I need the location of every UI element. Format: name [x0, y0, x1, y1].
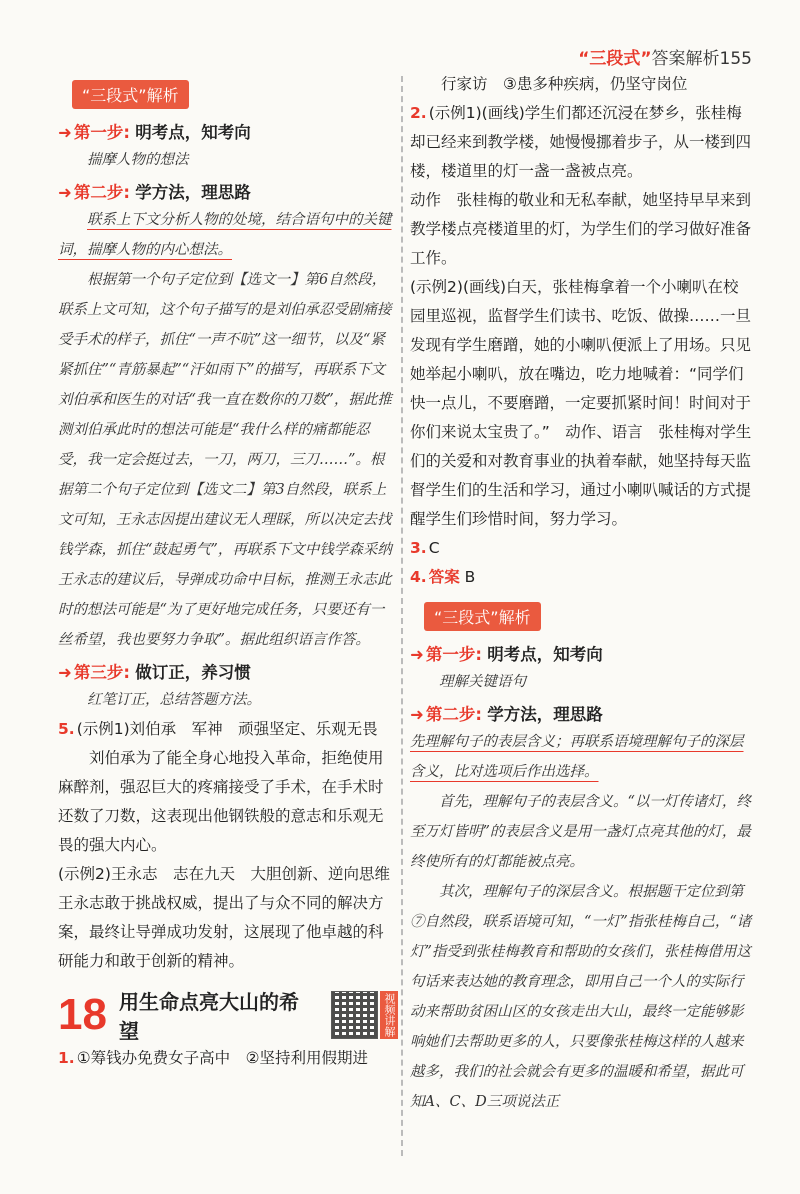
answer-number: 1.	[58, 1049, 75, 1067]
step-3	[58, 659, 398, 683]
arrow-right-icon: ➜	[58, 123, 72, 142]
step-label: 第二步:	[73, 183, 130, 202]
step2-method: 联系上下文分析人物的处境，结合语句中的关键词，揣摩人物的内心想法。	[58, 212, 392, 258]
answer-5-ex1-head	[58, 715, 398, 744]
step-text: 学方法，理思路	[135, 183, 251, 202]
answer-2-ex1	[410, 99, 752, 186]
answer-text: (示例1)(画线)学生们都还沉浸在梦乡，张桂梅却已经来到教学楼，她慢慢挪着步子，从一楼到四楼，楼道里的灯一盏一盏被点亮。	[410, 104, 752, 180]
answer-text: C	[428, 539, 440, 557]
answer-2-ex1-analysis: 动作 张桂梅的敬业和无私奉献，她坚持早早来到教学楼点亮楼道里的灯，为学生们的学习做好准备工作。	[410, 191, 752, 267]
analysis-paragraph: 根据第一个句子定位到【选文一】第6自然段，联系上文可知，这个句子描写的是刘伯承忍受剧痛接受手术的样子，抓住“一声不吭”这一细节，以及“紧紧抓住”“青筋暴起”“汗如雨下”的描写，再联系下文刘伯承和医生的对话“我一直在数你的刀数”，据此推测刘伯承此时的想法可能是“我什么样的痛都能忍受，我一定会挺过去，一刀，两刀，三刀……”。根据第二个句子定位到【选文二】第3自然段，联系上文可知，王永志因提出建议无人理睬，所以决定去找钱学森，抓住“鼓起勇气”，再联系下文中钱学森采纳王永志的建议后，导弹成功命中目标，推测王永志此时的想法可能是“为了更好地完成任务，只要还有一丝希望，我也要努力争取”。据此组织语言作答。	[58, 272, 392, 648]
answer-number: 4.	[410, 568, 427, 586]
answer-label: 答案	[428, 568, 460, 586]
analysis-paragraph-2: 其次，理解句子的深层含义。根据题干定位到第⑦自然段，联系语境可知，“一灯”指张桂梅自己，“诸灯”指受到张桂梅教育和帮助的女孩们，张桂梅借用这句话来表达她的教育理念，即用自己一个人的实际行动来帮助贫困山区的女孩走出大山，最终一定能够影响她们去帮助更多的人，只要像张桂梅这样的人越来越多，我们的社会就会有更多的温暖和希望，据此可知A、C、D三项说法正	[410, 884, 752, 1110]
answer-1	[58, 1044, 398, 1073]
arrow-right-icon: ➜	[410, 645, 424, 664]
qr-code-icon[interactable]	[331, 991, 378, 1039]
arrow-right-icon: ➜	[58, 663, 72, 682]
answer-1-continued: 行家访 ③患多种疾病，仍坚守岗位	[441, 75, 688, 93]
step3-note: 红笔订正，总结答题方法。	[87, 692, 261, 708]
video-tag: 视频讲解	[380, 991, 398, 1039]
answer-number: 2.	[410, 104, 427, 122]
answer-5-ex2: (示例2)王永志 志在九天 大胆创新、逆向思维 王永志敢于挑战权威，提出了与众不同的解决方案，最终让导弹成功发射，这展现了他卓越的科研能力和敢于创新的精神。	[58, 865, 406, 970]
section-tag: “三段式”解析	[72, 80, 189, 109]
analysis-paragraph-1: 首先，理解句子的表层含义。“以一灯传诸灯，终至万灯皆明”的表层含义是用一盏灯点亮其他的灯，最终使所有的灯都能被点亮。	[410, 794, 751, 870]
arrow-right-icon: ➜	[410, 705, 424, 724]
lesson-title: 用生命点亮大山的希望	[118, 990, 299, 1043]
step1-note: 揣摩人物的想法	[87, 152, 189, 168]
answer-5-ex1-body: 刘伯承为了能全身心地投入革命，拒绝使用麻醉剂，强忍巨大的疼痛接受了手术，在手术时还数了刀数，这表现出他钢铁般的意志和乐观无畏的强大内心。	[58, 749, 384, 854]
step-2	[410, 701, 752, 725]
step-label: 第三步:	[73, 663, 130, 682]
answer-text: ①筹钱办免费女子高中 ②坚持利用假期进	[76, 1049, 368, 1067]
answer-3	[410, 534, 752, 563]
lesson-number: 18	[58, 990, 107, 1039]
step-text: 明考点，知考向	[135, 123, 251, 142]
step-label: 第一步:	[73, 123, 130, 142]
answer-4	[410, 563, 752, 592]
section-tag: “三段式”解析	[424, 602, 541, 631]
page-header	[578, 44, 752, 69]
step-text: 学方法，理思路	[487, 705, 603, 724]
column-divider	[401, 76, 403, 1156]
step2-method: 先理解句子的表层含义；再联系语境理解句子的深层含义，比对选项后作出选择。	[410, 734, 744, 780]
answer-text: (示例1)刘伯承 军神 顽强坚定、乐观无畏	[76, 720, 378, 738]
answer-number: 5.	[58, 720, 75, 738]
step-1	[58, 119, 398, 143]
answer-number: 3.	[410, 539, 427, 557]
header-rest: 答案解析155	[651, 49, 752, 69]
step-label: 第二步:	[425, 705, 482, 724]
step-2	[58, 179, 398, 203]
lesson-heading	[58, 986, 398, 1044]
step-label: 第一步:	[425, 645, 482, 664]
answer-2-ex2: (示例2)(画线)白天，张桂梅拿着一个小喇叭在校园里巡视，监督学生们读书、吃饭、做操……一旦发现有学生磨蹭，她的小喇叭便派上了用场。只见她举起小喇叭，放在嘴边，吃力地喊着：“同学们快一点儿，不要磨蹭，一定要抓紧时间！时间对于你们来说太宝贵了。” 动作、语言 张桂梅对学生们的关爱和对教育事业的执着奉献，她坚持每天监督学生们的生活和学习，通过小喇叭喊话的方式提醒学生们珍惜时间，努力学习。	[410, 278, 752, 528]
step1-note: 理解关键语句	[439, 674, 526, 690]
step-text: 明考点，知考向	[487, 645, 603, 664]
answer-text: B	[464, 568, 476, 586]
left-column	[58, 70, 406, 1073]
step-1	[410, 641, 752, 665]
arrow-right-icon: ➜	[58, 183, 72, 202]
step-text: 做订正，养习惯	[135, 663, 251, 682]
right-column	[410, 70, 752, 1117]
header-highlight: “三段式”	[578, 49, 652, 69]
